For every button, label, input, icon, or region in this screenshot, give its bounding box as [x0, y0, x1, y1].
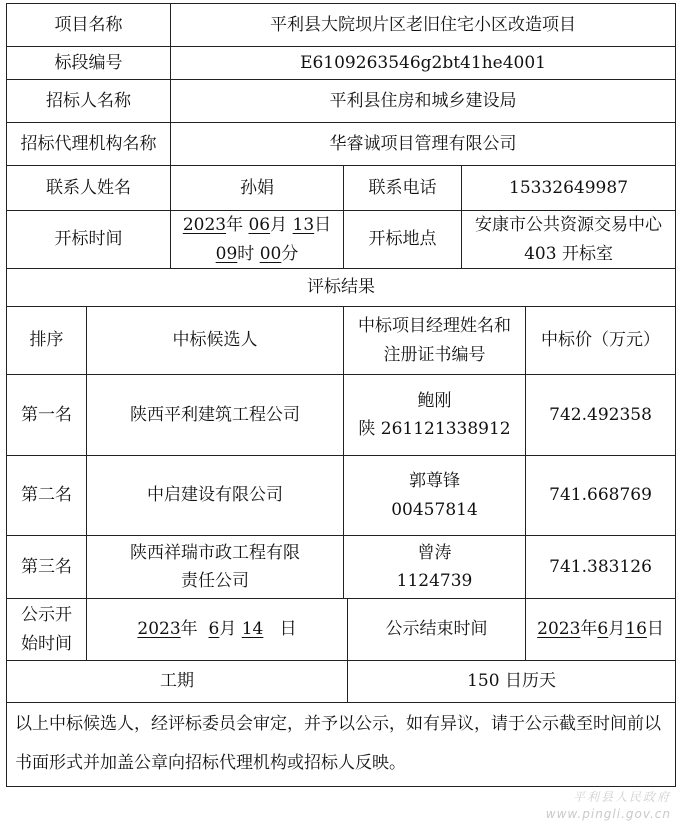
opening-year: 2023	[182, 215, 227, 236]
col-rank-header: 排序	[7, 307, 87, 375]
candidate-name-line2: 责任公司	[181, 571, 249, 591]
opening-time-label: 开标时间	[7, 211, 171, 269]
col-manager-header-line1: 中标项目经理姓名和	[358, 316, 511, 337]
publicity-start-label-line1: 公示开	[21, 605, 72, 626]
opening-place-line1: 安康市公共资源交易中心	[475, 215, 663, 236]
candidate-manager	[344, 536, 526, 599]
candidate-name-line1: 陕西平利建筑工程公司	[130, 404, 300, 425]
publicity-end-value	[526, 599, 676, 661]
tenderer-label: 招标人名称	[7, 80, 171, 123]
day-unit: 日	[314, 215, 332, 236]
project-name-value: 平利县大院坝片区老旧住宅小区改造项目	[171, 4, 676, 47]
manager-cert: 陕 261121338912	[358, 419, 511, 439]
candidate-name-line1: 陕西祥瑞市政工程有限	[130, 542, 300, 563]
result-title: 评标结果	[7, 269, 676, 307]
publicity-start-value	[87, 599, 348, 661]
year-unit: 年	[180, 619, 198, 640]
col-manager-header	[344, 307, 526, 375]
col-manager-header-line2: 注册证书编号	[383, 344, 486, 365]
col-candidate-header: 中标候选人	[87, 307, 344, 375]
contact-name-label: 联系人姓名	[7, 166, 171, 211]
publicity-start-day: 14	[241, 619, 264, 640]
month-unit: 月	[219, 619, 237, 640]
opening-place-value	[462, 211, 676, 269]
candidate-rank: 第二名	[7, 456, 87, 536]
opening-place-label: 开标地点	[344, 211, 462, 269]
col-price-header: 中标价（万元）	[526, 307, 676, 375]
publicity-start-year: 2023	[137, 619, 181, 640]
opening-minute: 00	[259, 243, 282, 264]
candidate-price: 741.668769	[526, 456, 676, 536]
candidate-name	[87, 456, 344, 536]
contact-name-value: 孙娟	[171, 166, 344, 211]
watermark-cn: 平利县人民政府	[572, 790, 671, 804]
candidate-rank: 第一名	[7, 375, 87, 456]
table-row	[7, 375, 676, 456]
opening-date	[173, 211, 341, 239]
publicity-end-month: 6	[597, 619, 609, 640]
day-unit: 日	[646, 619, 664, 640]
opening-place-line2: 403 开标室	[524, 243, 613, 264]
manager-cert: 1124739	[396, 571, 473, 591]
section-no-label: 标段编号	[7, 47, 171, 80]
agency-value: 华睿诚项目管理有限公司	[171, 123, 676, 166]
duration-value: 150 日历天	[348, 661, 676, 703]
opening-day: 13	[292, 215, 315, 236]
year-unit: 年	[580, 619, 598, 640]
minute-unit: 分	[281, 243, 299, 264]
bid-result-table	[6, 3, 676, 787]
publicity-end-day: 16	[625, 619, 647, 640]
manager-name: 曾涛	[417, 542, 452, 563]
opening-time-value	[171, 211, 344, 269]
opening-hour: 09	[215, 243, 238, 264]
day-unit: 日	[279, 619, 297, 640]
tenderer-value: 平利县住房和城乡建设局	[171, 80, 676, 123]
candidate-rank: 第三名	[7, 536, 87, 599]
manager-cert: 00457814	[391, 499, 478, 520]
year-unit: 年	[226, 215, 244, 236]
publicity-start-label-line2: 始时间	[21, 633, 72, 654]
hour-unit: 时	[237, 243, 255, 264]
watermark-url: www.pingli.gov.cn	[545, 807, 671, 821]
publicity-start-month: 6	[208, 619, 220, 640]
candidate-name	[87, 536, 344, 599]
contact-phone-label: 联系电话	[344, 166, 462, 211]
candidate-name-line1: 中启建设有限公司	[147, 485, 283, 506]
table-row	[7, 536, 676, 599]
section-no-value: E6109263546g2bt41he4001	[171, 47, 676, 80]
project-name-label: 项目名称	[7, 4, 171, 47]
month-unit: 月	[608, 619, 626, 640]
month-unit: 月	[270, 215, 288, 236]
candidate-name	[87, 375, 344, 456]
duration-label: 工期	[7, 661, 348, 703]
agency-label: 招标代理机构名称	[7, 123, 171, 166]
manager-name: 郭尊锋	[409, 471, 460, 492]
opening-clock	[173, 240, 341, 268]
notice-text: 以上中标候选人，经评标委员会审定，并予以公示，如有异议，请于公示截至时间前以书面形式并加盖公章向招标代理机构或招标人反映。	[7, 703, 676, 787]
table-row	[7, 456, 676, 536]
publicity-end-year: 2023	[537, 619, 581, 640]
candidate-manager	[344, 456, 526, 536]
candidate-manager	[344, 375, 526, 456]
manager-name: 鲍刚	[417, 390, 452, 411]
candidate-price: 742.492358	[526, 375, 676, 456]
candidate-price: 741.383126	[526, 536, 676, 599]
opening-month: 06	[248, 215, 271, 236]
publicity-end-label: 公示结束时间	[348, 599, 526, 661]
contact-phone-value: 15332649987	[462, 166, 676, 211]
publicity-start-label	[7, 599, 87, 661]
